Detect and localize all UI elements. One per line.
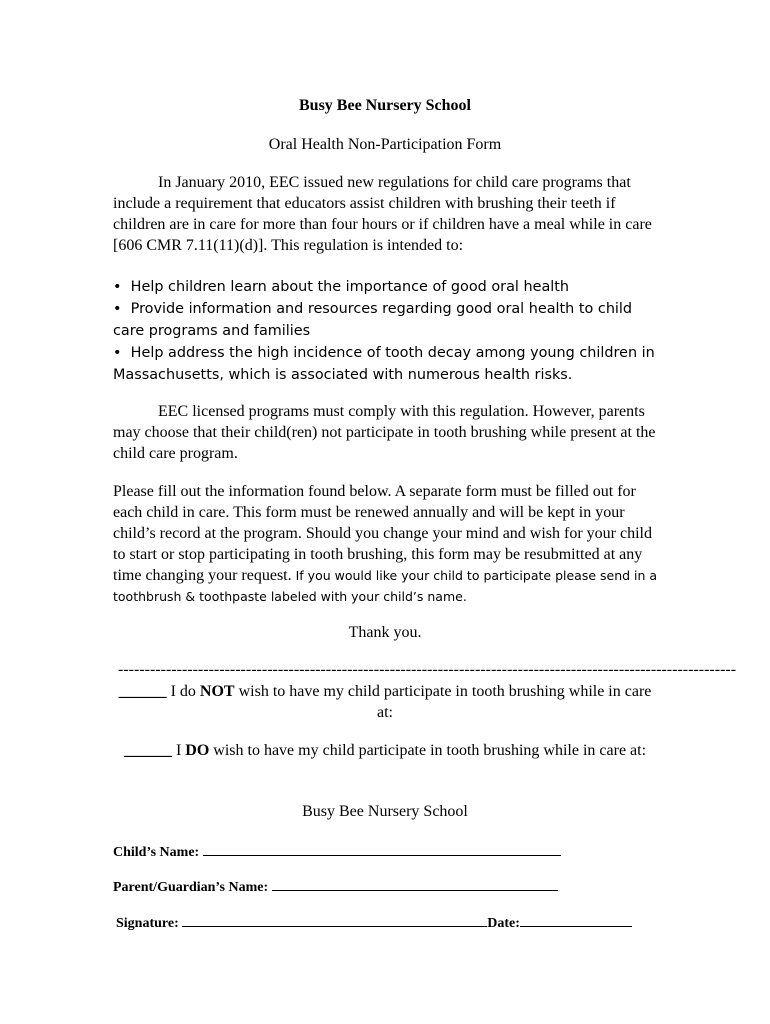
bullet-text: Provide information and resources regarding good oral health to child care programs and families — [113, 301, 633, 339]
child-name-label: Child’s Name: — [113, 845, 200, 860]
opt-in-prefix: I — [171, 742, 186, 759]
bullet-marker: • — [113, 345, 122, 361]
bullet-marker: • — [113, 301, 122, 317]
bullet-item — [113, 298, 658, 342]
opt-in-text: wish to have my child participate in tooth brushing while in care at: — [209, 742, 647, 759]
date-input[interactable] — [520, 912, 632, 927]
opt-out-option — [110, 681, 660, 723]
school-title: Busy Bee Nursery School — [299, 97, 471, 114]
divider: -------------------------------------------------------------------------------------------------------------------- — [118, 661, 737, 678]
instructions-small: If you would like your child to participate please send in a toothbrush & toothpaste labeled with your child’s name. — [113, 568, 658, 604]
form-title: Oral Health Non-Participation Form — [268, 136, 502, 153]
bullet-marker: • — [113, 279, 122, 295]
opt-in-blank[interactable]: ______ — [123, 742, 172, 759]
parent-name-label: Parent/Guardian’s Name: — [113, 880, 269, 895]
school-name-repeat: Busy Bee Nursery School — [302, 803, 468, 820]
opt-out-text: wish to have my child participate in tooth brushing while in care at: — [234, 683, 652, 721]
signature-field — [116, 912, 632, 932]
instructions-main: Please fill out the information found below. A separate form must be filled out for each child in care. This form must be renewed annually and will be kept in your child’s record at the program. Should you change your mind and wish for your child to start or stop participating in tooth brushing, this form may be resubmitted at any time changing your request. — [113, 483, 652, 584]
bullet-text: Help children learn about the importance of good oral health — [130, 279, 570, 295]
compliance-paragraph: EEC licensed programs must comply with this regulation. However, parents may choose that their child(ren) not participate in tooth brushing while present at the child care program. — [113, 403, 656, 462]
intro-paragraph: In January 2010, EEC issued new regulations for child care programs that include a requirement that educators assist children with brushing their teeth if children are in care for more than four hours or if children have a meal while in care [606 CMR 7.11(11)(d)]. This regulation is intended to: — [113, 174, 652, 254]
opt-out-prefix: I do — [166, 683, 200, 700]
bullet-item — [113, 276, 658, 298]
child-name-input[interactable] — [203, 841, 561, 856]
thank-you: Thank you. — [348, 624, 422, 641]
signature-input[interactable] — [182, 912, 487, 927]
opt-in-emphasis: DO — [185, 742, 210, 759]
bullet-list — [113, 276, 658, 386]
bullet-item — [113, 342, 658, 386]
signature-label: Signature: — [116, 916, 179, 931]
parent-name-field — [113, 876, 558, 896]
instructions-paragraph — [113, 481, 658, 607]
date-label: Date: — [487, 916, 520, 931]
child-name-field — [113, 841, 561, 861]
opt-in-option — [110, 740, 660, 761]
parent-name-input[interactable] — [272, 876, 558, 891]
opt-out-emphasis: NOT — [199, 683, 235, 700]
bullet-text: Help address the high incidence of tooth decay among young children in Massachusetts, which is associated with numerous health risks. — [113, 345, 655, 383]
opt-out-blank[interactable]: ______ — [118, 683, 167, 700]
